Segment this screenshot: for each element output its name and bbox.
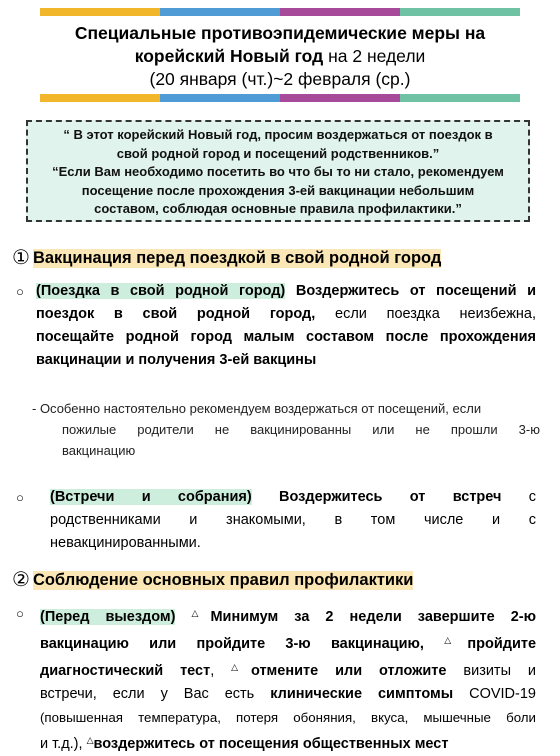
- p1-line4: вакцинации и получения 3-ей вакцины: [36, 352, 317, 368]
- note-line-1: - Особенно настоятельно рекомендуем воздержаться от посещений, если: [32, 401, 482, 416]
- triangle-icon: △: [231, 662, 251, 672]
- s2-line4-a: встречи, если у Вас есть: [40, 686, 271, 702]
- bar-segment-blue: [160, 8, 280, 16]
- title-line-3: (20 января (чт.)~2 февраля (ср.): [149, 69, 411, 89]
- bar-segment-green: [400, 8, 520, 16]
- section-1-note: [32, 398, 542, 461]
- s2-line6-a: и т.д.),: [40, 736, 87, 752]
- tag-before-departure: (Перед выездом): [40, 609, 176, 625]
- p2-line3: невакцинированными.: [50, 535, 201, 551]
- triangle-icon: △: [191, 608, 211, 618]
- s2-line3-mid: ,: [210, 663, 232, 679]
- s2-line4-bold: клинические симптомы: [270, 686, 454, 702]
- bar-segment-blue: [160, 94, 280, 102]
- s2-line3-rest: визиты и: [446, 663, 537, 679]
- note-line-2: пожилые родители не вакцинированны или не прошли 3-ю: [62, 422, 540, 437]
- p1-line2-bold: поездок в свой родной город,: [36, 306, 316, 322]
- quote-line: посещение после прохождения 3-ей вакцинации небольшим: [81, 183, 475, 198]
- quote-line: “Если Вам необходимо посетить во что бы то ни стало, рекомендуем: [52, 164, 504, 179]
- p1-line2-rest: если поездка неизбежна,: [315, 306, 536, 322]
- s2-line6-bold: воздержитесь от посещения общественных мест: [93, 736, 449, 752]
- section-1-heading: [12, 248, 441, 268]
- title-line-1: Специальные противоэпидемические меры на: [74, 23, 486, 43]
- triangle-icon: △: [86, 735, 94, 745]
- triangle-icon: △: [444, 635, 468, 645]
- title-line-2-bold: корейский Новый год: [134, 46, 324, 66]
- s2-line3-bold: диагностический тест: [40, 663, 211, 679]
- bar-segment-green: [400, 94, 520, 102]
- bar-segment-yellow: [40, 94, 160, 102]
- bar-segment-purple: [280, 94, 400, 102]
- quote-line: свой родной город и посещений родственников.”: [116, 146, 440, 161]
- bar-segment-purple: [280, 8, 400, 16]
- circle-bullet-icon: ○: [16, 490, 24, 505]
- p2-line2: родственниками и знакомыми, в том числе и с: [50, 512, 536, 528]
- tag-meetings: (Встречи и собрания): [50, 489, 252, 505]
- s2-line2-bold2: пройдите: [467, 636, 537, 652]
- section-number: ②: [12, 569, 30, 591]
- section-1-paragraph-2: [16, 486, 537, 555]
- section-2-paragraph: [16, 602, 537, 756]
- p2-line1-rest: с: [501, 489, 537, 505]
- s2-line1-rest: Минимум за 2 недели завершите 2-ю: [210, 609, 537, 625]
- section-1-title: Вакцинация перед поездкой в свой родной город: [32, 248, 442, 267]
- tag-hometown-trip: (Поездка в свой родной город): [36, 283, 286, 299]
- section-2-heading: [12, 570, 413, 590]
- quote-box: [26, 120, 530, 222]
- note-line-3: вакцинацию: [62, 443, 136, 458]
- s2-line4-rest: COVID-19: [453, 686, 536, 702]
- quote-line: “ В этот корейский Новый год, просим воздержаться от поездок в: [63, 127, 493, 142]
- bottom-color-bar: [40, 94, 520, 102]
- p2-line1-bold: Воздержитесь от встреч: [251, 489, 502, 505]
- bar-segment-yellow: [40, 8, 160, 16]
- section-1-paragraph-1: [16, 280, 536, 372]
- top-color-bar: [40, 8, 520, 16]
- p1-line3: посещайте родной город малым составом после прохождения: [36, 329, 536, 345]
- s2-line2-bold: вакцинацию или пройдите 3-ю вакцинацию,: [40, 636, 424, 652]
- s2-line5: (повышенная температура, потеря обоняния, вкуса, мышечные боли: [40, 710, 536, 725]
- s2-line3-bold2: отмените или отложите: [250, 663, 447, 679]
- p1-line1-rest: Воздержитесь от посещений и: [285, 283, 536, 299]
- circle-bullet-icon: ○: [16, 284, 24, 299]
- title-line-2-rest: на 2 недели: [323, 46, 426, 66]
- page-title: [0, 22, 560, 91]
- section-2-title: Соблюдение основных правил профилактики: [32, 570, 414, 589]
- circle-bullet-icon: ○: [16, 606, 24, 621]
- quote-line: составом, соблюдая основные правила профилактики.”: [94, 201, 462, 216]
- section-number: ①: [12, 247, 30, 269]
